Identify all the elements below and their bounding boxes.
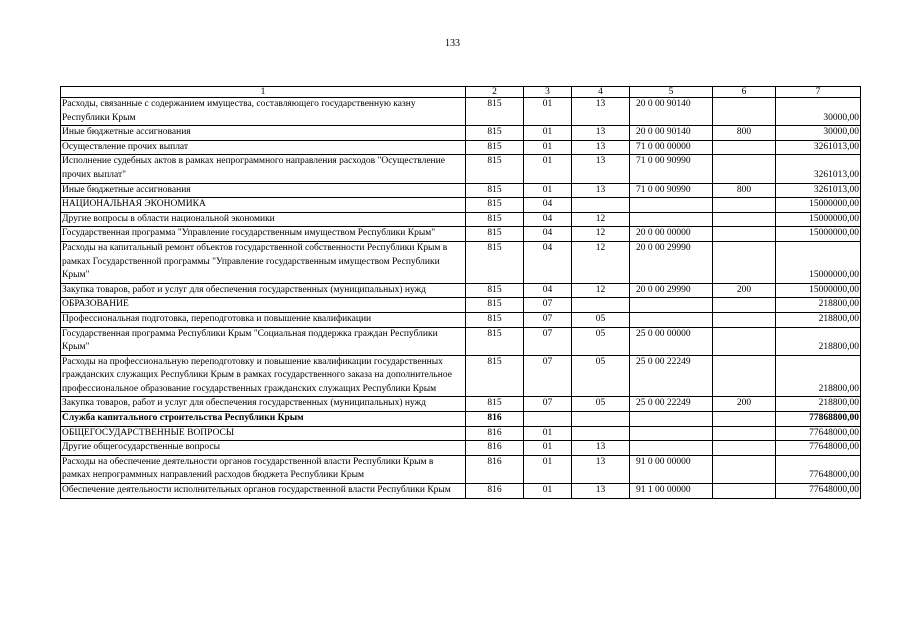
expense-type-cell bbox=[713, 298, 776, 313]
table-row bbox=[61, 426, 861, 441]
table-body bbox=[61, 98, 861, 499]
section-cell: 01 bbox=[524, 455, 572, 483]
table-row bbox=[61, 455, 861, 483]
subsection-cell: 05 bbox=[572, 312, 630, 327]
target-item-cell: 25 0 00 22249 bbox=[630, 355, 713, 397]
expense-type-cell bbox=[713, 412, 776, 427]
section-cell: 04 bbox=[524, 241, 572, 283]
target-item-cell: 20 0 00 90140 bbox=[630, 98, 713, 126]
row-name-cell: Иные бюджетные ассигнования bbox=[61, 126, 466, 141]
expense-type-cell: 200 bbox=[713, 397, 776, 412]
budget-table bbox=[60, 86, 861, 499]
admin-code-cell: 815 bbox=[466, 140, 524, 155]
expense-type-cell bbox=[713, 426, 776, 441]
subsection-cell: 12 bbox=[572, 241, 630, 283]
expense-type-cell bbox=[713, 98, 776, 126]
row-name-cell: ОБРАЗОВАНИЕ bbox=[61, 298, 466, 313]
target-item-cell: 25 0 00 22249 bbox=[630, 397, 713, 412]
section-cell: 04 bbox=[524, 283, 572, 298]
expense-type-cell bbox=[713, 441, 776, 456]
table-row bbox=[61, 198, 861, 213]
row-name-cell: ОБЩЕГОСУДАРСТВЕННЫЕ ВОПРОСЫ bbox=[61, 426, 466, 441]
target-item-cell: 20 0 00 00000 bbox=[630, 227, 713, 242]
subsection-cell bbox=[572, 298, 630, 313]
column-header: 2 bbox=[466, 87, 524, 98]
expense-type-cell bbox=[713, 198, 776, 213]
amount-cell: 30000,00 bbox=[776, 126, 861, 141]
table-row bbox=[61, 484, 861, 499]
column-header: 6 bbox=[713, 87, 776, 98]
target-item-cell: 91 0 00 00000 bbox=[630, 455, 713, 483]
target-item-cell: 20 0 00 90140 bbox=[630, 126, 713, 141]
admin-code-cell: 815 bbox=[466, 312, 524, 327]
row-name-cell: Осуществление прочих выплат bbox=[61, 140, 466, 155]
expense-type-cell bbox=[713, 484, 776, 499]
expense-type-cell bbox=[713, 155, 776, 183]
table-row bbox=[61, 327, 861, 355]
subsection-cell bbox=[572, 412, 630, 427]
target-item-cell bbox=[630, 441, 713, 456]
expense-type-cell bbox=[713, 355, 776, 397]
admin-code-cell: 815 bbox=[466, 397, 524, 412]
section-cell: 07 bbox=[524, 355, 572, 397]
expense-type-cell bbox=[713, 140, 776, 155]
subsection-cell: 13 bbox=[572, 441, 630, 456]
subsection-cell: 13 bbox=[572, 140, 630, 155]
target-item-cell bbox=[630, 426, 713, 441]
section-cell: 04 bbox=[524, 212, 572, 227]
target-item-cell bbox=[630, 212, 713, 227]
table-row bbox=[61, 126, 861, 141]
admin-code-cell: 816 bbox=[466, 426, 524, 441]
section-cell: 01 bbox=[524, 426, 572, 441]
row-name-cell: Другие вопросы в области национальной экономики bbox=[61, 212, 466, 227]
column-header: 1 bbox=[61, 87, 466, 98]
subsection-cell: 13 bbox=[572, 183, 630, 198]
table-row bbox=[61, 412, 861, 427]
row-name-cell: Расходы на профессиональную переподготовку и повышение квалификации государственных гражданских служащих Республики Крым в рамках государственного заказа на дополнительное профессиональное образование государственных гражданских служащих Республики Крым bbox=[61, 355, 466, 397]
target-item-cell: 20 0 00 29990 bbox=[630, 283, 713, 298]
amount-cell: 30000,00 bbox=[776, 98, 861, 126]
section-cell: 07 bbox=[524, 397, 572, 412]
amount-cell: 15000000,00 bbox=[776, 212, 861, 227]
admin-code-cell: 816 bbox=[466, 412, 524, 427]
admin-code-cell: 815 bbox=[466, 198, 524, 213]
amount-cell: 77648000,00 bbox=[776, 426, 861, 441]
subsection-cell: 12 bbox=[572, 212, 630, 227]
amount-cell: 218800,00 bbox=[776, 298, 861, 313]
row-name-cell: Профессиональная подготовка, переподготовка и повышение квалификации bbox=[61, 312, 466, 327]
admin-code-cell: 816 bbox=[466, 484, 524, 499]
target-item-cell: 71 0 00 90990 bbox=[630, 155, 713, 183]
amount-cell: 77648000,00 bbox=[776, 441, 861, 456]
amount-cell: 218800,00 bbox=[776, 397, 861, 412]
subsection-cell: 13 bbox=[572, 484, 630, 499]
table-row bbox=[61, 155, 861, 183]
admin-code-cell: 815 bbox=[466, 327, 524, 355]
subsection-cell: 13 bbox=[572, 98, 630, 126]
admin-code-cell: 815 bbox=[466, 355, 524, 397]
row-name-cell: НАЦИОНАЛЬНАЯ ЭКОНОМИКА bbox=[61, 198, 466, 213]
row-name-cell: Закупка товаров, работ и услуг для обеспечения государственных (муниципальных) нужд bbox=[61, 397, 466, 412]
target-item-cell: 71 0 00 90990 bbox=[630, 183, 713, 198]
row-name-cell: Государственная программа "Управление государственным имуществом Республики Крым" bbox=[61, 227, 466, 242]
row-name-cell: Закупка товаров, работ и услуг для обеспечения государственных (муниципальных) нужд bbox=[61, 283, 466, 298]
table-header-row bbox=[61, 87, 861, 98]
amount-cell: 77868800,00 bbox=[776, 412, 861, 427]
admin-code-cell: 816 bbox=[466, 441, 524, 456]
amount-cell: 3261013,00 bbox=[776, 140, 861, 155]
table-row bbox=[61, 212, 861, 227]
amount-cell: 15000000,00 bbox=[776, 198, 861, 213]
row-name-cell: Государственная программа Республики Крым "Социальная поддержка граждан Республики Крым" bbox=[61, 327, 466, 355]
target-item-cell bbox=[630, 412, 713, 427]
subsection-cell bbox=[572, 198, 630, 213]
table-row bbox=[61, 312, 861, 327]
row-name-cell: Иные бюджетные ассигнования bbox=[61, 183, 466, 198]
admin-code-cell: 816 bbox=[466, 455, 524, 483]
expense-type-cell bbox=[713, 327, 776, 355]
subsection-cell bbox=[572, 426, 630, 441]
amount-cell: 15000000,00 bbox=[776, 241, 861, 283]
admin-code-cell: 815 bbox=[466, 183, 524, 198]
subsection-cell: 13 bbox=[572, 126, 630, 141]
subsection-cell: 05 bbox=[572, 355, 630, 397]
admin-code-cell: 815 bbox=[466, 98, 524, 126]
amount-cell: 3261013,00 bbox=[776, 155, 861, 183]
section-cell: 01 bbox=[524, 441, 572, 456]
amount-cell: 218800,00 bbox=[776, 355, 861, 397]
target-item-cell: 91 1 00 00000 bbox=[630, 484, 713, 499]
table-row bbox=[61, 140, 861, 155]
expense-type-cell: 800 bbox=[713, 126, 776, 141]
table-row bbox=[61, 397, 861, 412]
target-item-cell bbox=[630, 198, 713, 213]
section-cell: 04 bbox=[524, 227, 572, 242]
admin-code-cell: 815 bbox=[466, 155, 524, 183]
section-cell: 01 bbox=[524, 98, 572, 126]
section-cell: 07 bbox=[524, 327, 572, 355]
row-name-cell: Служба капитального строительства Республики Крым bbox=[61, 412, 466, 427]
section-cell: 04 bbox=[524, 198, 572, 213]
target-item-cell bbox=[630, 312, 713, 327]
amount-cell: 77648000,00 bbox=[776, 455, 861, 483]
table-row bbox=[61, 298, 861, 313]
expense-type-cell bbox=[713, 212, 776, 227]
table-row bbox=[61, 441, 861, 456]
section-cell: 01 bbox=[524, 484, 572, 499]
table-row bbox=[61, 355, 861, 397]
section-cell: 01 bbox=[524, 155, 572, 183]
expense-type-cell bbox=[713, 227, 776, 242]
column-header: 3 bbox=[524, 87, 572, 98]
amount-cell: 15000000,00 bbox=[776, 227, 861, 242]
subsection-cell: 13 bbox=[572, 155, 630, 183]
subsection-cell: 12 bbox=[572, 227, 630, 242]
amount-cell: 15000000,00 bbox=[776, 283, 861, 298]
admin-code-cell: 815 bbox=[466, 241, 524, 283]
column-header: 5 bbox=[630, 87, 713, 98]
section-cell: 01 bbox=[524, 140, 572, 155]
row-name-cell: Исполнение судебных актов в рамках непрограммного направления расходов "Осуществление прочих выплат" bbox=[61, 155, 466, 183]
section-cell: 07 bbox=[524, 312, 572, 327]
section-cell: 01 bbox=[524, 126, 572, 141]
expense-type-cell bbox=[713, 241, 776, 283]
table-row bbox=[61, 98, 861, 126]
row-name-cell: Расходы на обеспечение деятельности органов государственной власти Республики Крым в рамках непрограммных направлений расходов бюджета Республики Крым bbox=[61, 455, 466, 483]
subsection-cell: 05 bbox=[572, 397, 630, 412]
target-item-cell: 71 0 00 00000 bbox=[630, 140, 713, 155]
subsection-cell: 05 bbox=[572, 327, 630, 355]
admin-code-cell: 815 bbox=[466, 283, 524, 298]
expense-type-cell bbox=[713, 455, 776, 483]
admin-code-cell: 815 bbox=[466, 227, 524, 242]
page-number: 133 bbox=[445, 38, 460, 49]
table-row bbox=[61, 241, 861, 283]
amount-cell: 218800,00 bbox=[776, 312, 861, 327]
admin-code-cell: 815 bbox=[466, 298, 524, 313]
amount-cell: 218800,00 bbox=[776, 327, 861, 355]
expense-type-cell: 200 bbox=[713, 283, 776, 298]
row-name-cell: Обеспечение деятельности исполнительных органов государственной власти Республики Крым bbox=[61, 484, 466, 499]
target-item-cell bbox=[630, 298, 713, 313]
admin-code-cell: 815 bbox=[466, 126, 524, 141]
expense-type-cell bbox=[713, 312, 776, 327]
target-item-cell: 20 0 00 29990 bbox=[630, 241, 713, 283]
expense-type-cell: 800 bbox=[713, 183, 776, 198]
subsection-cell: 12 bbox=[572, 283, 630, 298]
section-cell: 07 bbox=[524, 298, 572, 313]
target-item-cell: 25 0 00 00000 bbox=[630, 327, 713, 355]
column-header: 4 bbox=[572, 87, 630, 98]
admin-code-cell: 815 bbox=[466, 212, 524, 227]
amount-cell: 3261013,00 bbox=[776, 183, 861, 198]
row-name-cell: Другие общегосударственные вопросы bbox=[61, 441, 466, 456]
section-cell bbox=[524, 412, 572, 427]
amount-cell: 77648000,00 bbox=[776, 484, 861, 499]
table-row bbox=[61, 227, 861, 242]
row-name-cell: Расходы, связанные с содержанием имущества, составляющего государственную казну Республики Крым bbox=[61, 98, 466, 126]
row-name-cell: Расходы на капитальный ремонт объектов государственной собственности Республики Крым в рамках Государственной программы "Управление государственным имуществом Республики Крым" bbox=[61, 241, 466, 283]
column-header: 7 bbox=[776, 87, 861, 98]
section-cell: 01 bbox=[524, 183, 572, 198]
table-row bbox=[61, 183, 861, 198]
subsection-cell: 13 bbox=[572, 455, 630, 483]
table-row bbox=[61, 283, 861, 298]
